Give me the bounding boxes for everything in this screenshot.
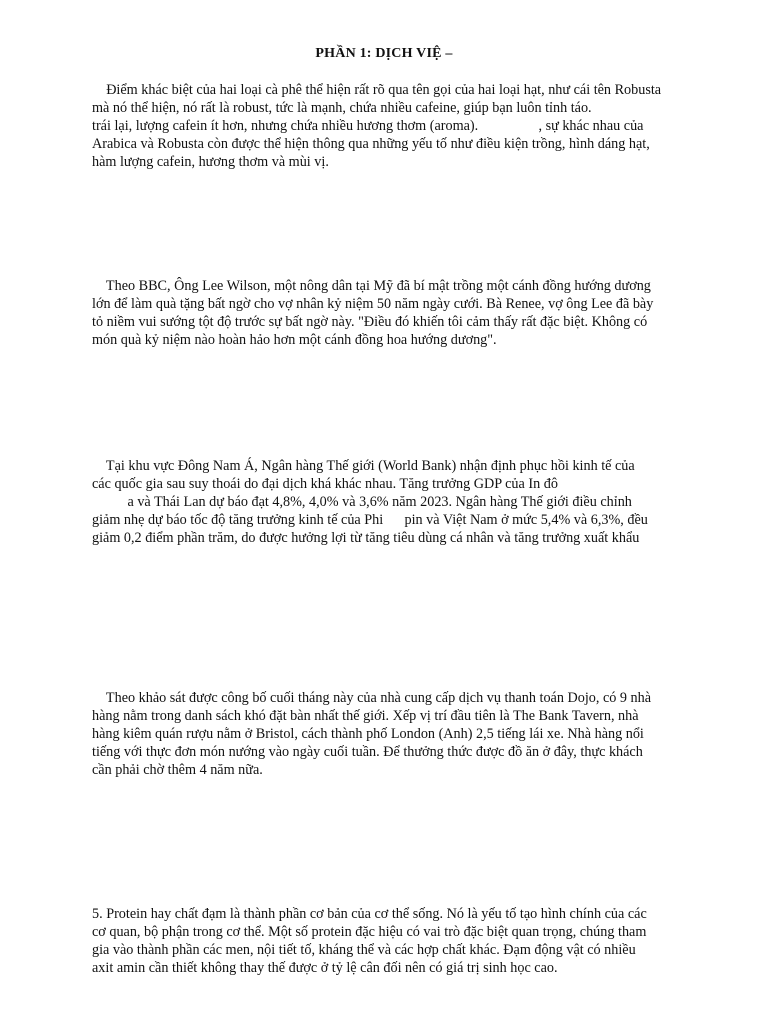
paragraph-5-line-3: gia vào thành phần các men, nội tiết tố, kháng thể và các hợp chất khác. Đạm động vật có nhiều — [92, 942, 636, 958]
paragraph-3-line-5: giảm 0,2 điểm phần trăm, do được hưởng lợi từ tăng tiêu dùng cá nhân và tăng trưởng xuất khẩu — [92, 530, 640, 546]
paragraph-4-line-4: tiếng với thực đơn món nướng vào ngày cuối tuần. Để thưởng thức được đồ ăn ở đây, thực khách — [92, 744, 643, 760]
paragraph-2-line-3: tỏ niềm vui sướng tột độ trước sự bất ngờ này. "Điều đó khiến tôi cảm thấy rất đặc biệt. Không có — [92, 314, 648, 330]
paragraph-5-line-2: cơ quan, bộ phận trong cơ thể. Một số protein đặc hiệu có vai trò đặc biệt quan trọng, chúng tham — [92, 924, 647, 940]
paragraph-3-line-2: các quốc gia sau suy thoái do đại dịch khá khác nhau. Tăng trưởng GDP của In đô — [92, 476, 558, 492]
paragraph-1-line-2: mà nó thể hiện, nó rất là robust, tức là mạnh, chứa nhiều cafeine, giúp bạn luôn tỉnh táo. — [92, 100, 592, 116]
paragraph-3-line-1: Tại khu vực Đông Nam Á, Ngân hàng Thế giới (World Bank) nhận định phục hồi kinh tế của — [92, 458, 635, 474]
paragraph-2-line-2: lớn để làm quà tặng bất ngờ cho vợ nhân kỷ niệm 50 năm ngày cưới. Bà Renee, vợ ông Lee đã bày — [92, 296, 654, 312]
paragraph-4-line-3: hàng kiêm quán rượu nằm ở Bristol, cách thành phố London (Anh) 2,5 tiếng lái xe. Nhà hàng nổi — [92, 726, 644, 742]
paragraph-2-line-1: Theo BBC, Ông Lee Wilson, một nông dân tại Mỹ đã bí mật trồng một cánh đồng hướng dương — [92, 278, 651, 294]
paragraph-4-line-1: Theo khảo sát được công bố cuối tháng này của nhà cung cấp dịch vụ thanh toán Dojo, có 9 nhà — [92, 690, 652, 706]
paragraph-3-line-4: giảm nhẹ dự báo tốc độ tăng trưởng kinh tế của Phi pin và Việt Nam ở mức 5,4% và 6,3%, đều — [92, 512, 648, 528]
paragraph-5-line-1: 5. Protein hay chất đạm là thành phần cơ bản của cơ thể sống. Nó là yếu tố tạo hình chính của các — [92, 906, 647, 922]
paragraph-5-line-4: axit amin cần thiết không thay thế được ở tỷ lệ cân đối nên có giá trị sinh học cao. — [92, 960, 558, 976]
paragraph-4-line-2: hàng nằm trong danh sách khó đặt bàn nhất thế giới. Xếp vị trí đầu tiên là The Bank Tavern, nhà — [92, 708, 639, 724]
paragraph-2-line-4: món quà kỷ niệm nào hoàn hảo hơn một cánh đồng hoa hướng dương". — [92, 332, 497, 348]
paragraph-1-line-1: Điểm khác biệt của hai loại cà phê thể hiện rất rõ qua tên gọi của hai loại hạt, như cái tên Robusta — [92, 82, 662, 98]
paragraph-1-line-3: trái lại, lượng cafein ít hơn, nhưng chứa nhiều hương thơm (aroma). , sự khác nhau của — [92, 118, 644, 134]
paragraph-1-line-5: hàm lượng cafein, hương thơm và mùi vị. — [92, 154, 329, 170]
paragraph-3-line-3: a và Thái Lan dự báo đạt 4,8%, 4,0% và 3,6% năm 2023. Ngân hàng Thế giới điều chỉnh — [92, 494, 632, 510]
paragraph-1-line-4: Arabica và Robusta còn được thể hiện thông qua những yếu tố như điều kiện trồng, hình dáng hạt, — [92, 136, 650, 152]
page-title: PHẦN 1: DỊCH VIỆ – — [315, 46, 453, 61]
paragraph-4-line-5: cần phải chờ thêm 4 năm nữa. — [92, 762, 263, 778]
